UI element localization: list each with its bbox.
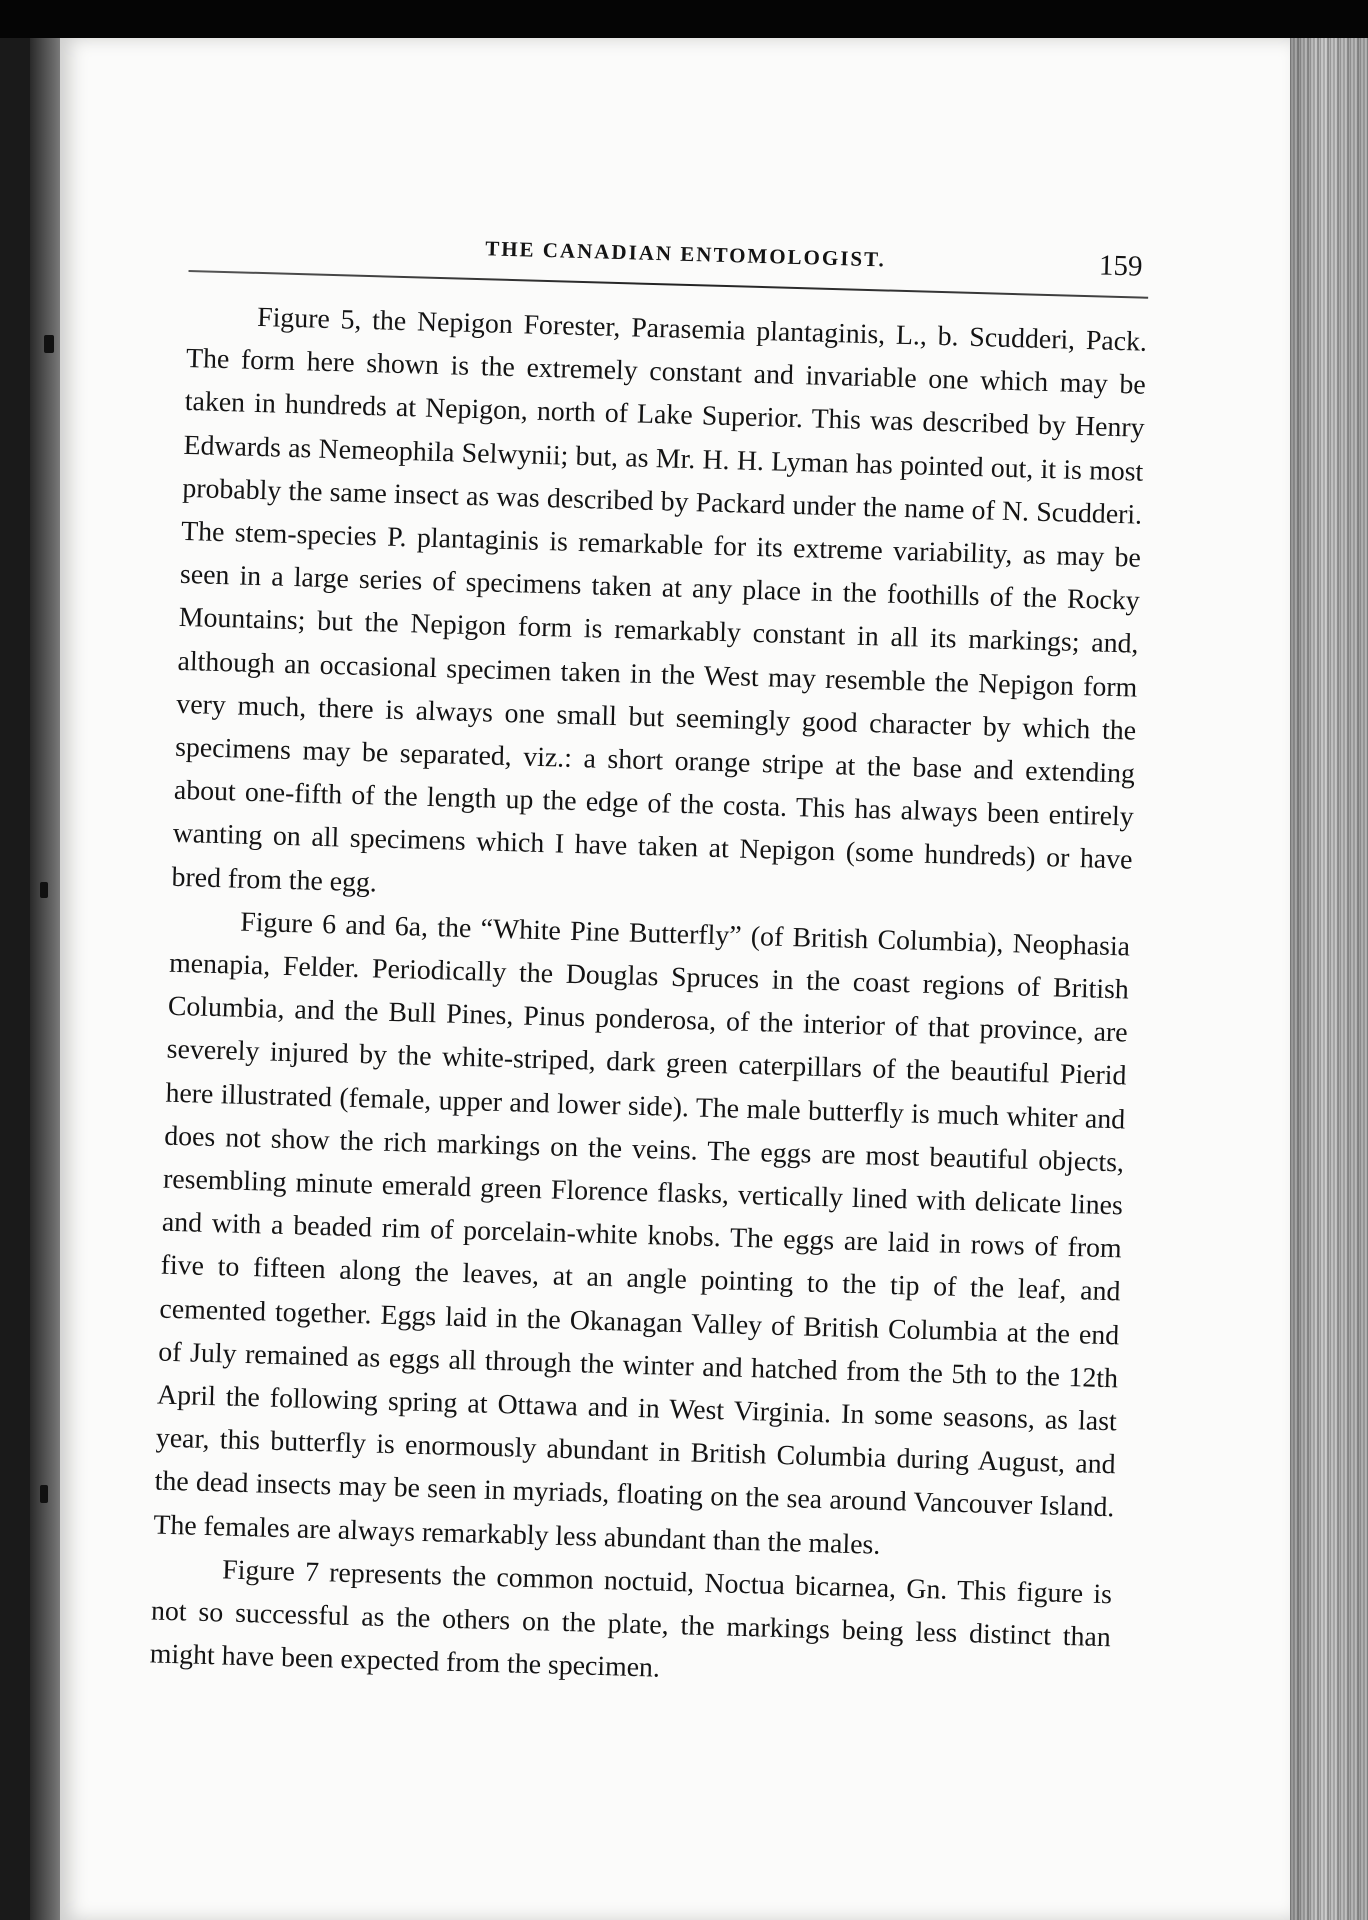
paragraph-noctua-bicarnea: Figure 7 represents the common noctuid, Noctua bicarnea, Gn. This figure is not so successful as the others on the plate, the markings being less distinct than might have been expected from the specimen. <box>149 1554 1113 1684</box>
scan-top-border <box>0 0 1368 38</box>
book-page-edges-shade <box>1290 38 1368 1920</box>
scan-left-border <box>0 38 30 1920</box>
page-number: 159 <box>1098 249 1143 283</box>
binding-thread-mark <box>40 882 48 898</box>
page-text-block <box>149 218 1149 1703</box>
binding-thread-mark <box>40 1485 48 1503</box>
paragraph-nepigon-forester: Figure 5, the Nepigon Forester, Parasemia plantaginis, L., b. Scudderi, Pack. The form here shown is the extremely constant and invariable one which may be taken in hundreds at Nepigon, north of Lake Superior. This was described by Henry Edwards as Nemeophila Selwynii; but, as Mr. H. H. Lyman has pointed out, it is most probably the same insect as was described by Packard under the name of N. Scudderi. The stem-species P. plantaginis is remarkable for its extreme variability, as may be seen in a large series of specimens taken at any place in the foothills of the Rocky Mountains; but the Nepigon form is remarkably constant in all its markings; and, although an occasional specimen taken in the West may resemble the Nepigon form very much, there is always one small but seemingly good character by which the specimens may be separated, viz.: a short orange stripe at the base and extending about one-fifth of the length up the edge of the costa. This has always been entirely wanting on all specimens which I have taken at Nepigon (some hundreds) or have bred from the egg. <box>171 301 1148 899</box>
paragraph-white-pine-butterfly: Figure 6 and 6a, the “White Pine Butterfly” (of British Columbia), Neophasia menapia, Felder. Periodically the Douglas Spruces in the coast regions of British Columbia, and the Bull Pines, Pinus ponderosa, of the interior of that province, are severely injured by the white-striped, dark green caterpillars of the beautiful Pierid here illustrated (female, upper and lower side). The male butterfly is much whiter and does not show the rich markings on the veins. The eggs are most beautiful objects, resembling minute emerald green Florence flasks, vertically lined with delicate lines and with a beaded rim of porcelain-white knobs. The eggs are laid in rows of from five to fifteen along the leaves, at an angle pointing to the tip of the leaf, and cemented together. Eggs laid in the Okanagan Valley of British Columbia at the end of July remained as eggs all through the winter and hatched from the 5th to the 12th April the following spring at Ottawa and in West Virginia. In some seasons, as last year, this butterfly is enormously abundant in British Columbia during August, and the dead insects may be seen in myriads, floating on the sea around Vancouver Island. The females are always remarkably less abundant than the males. <box>153 906 1131 1561</box>
binding-thread-mark <box>44 335 54 353</box>
journal-title: THE CANADIAN ENTOMOLOGIST. <box>484 236 887 272</box>
